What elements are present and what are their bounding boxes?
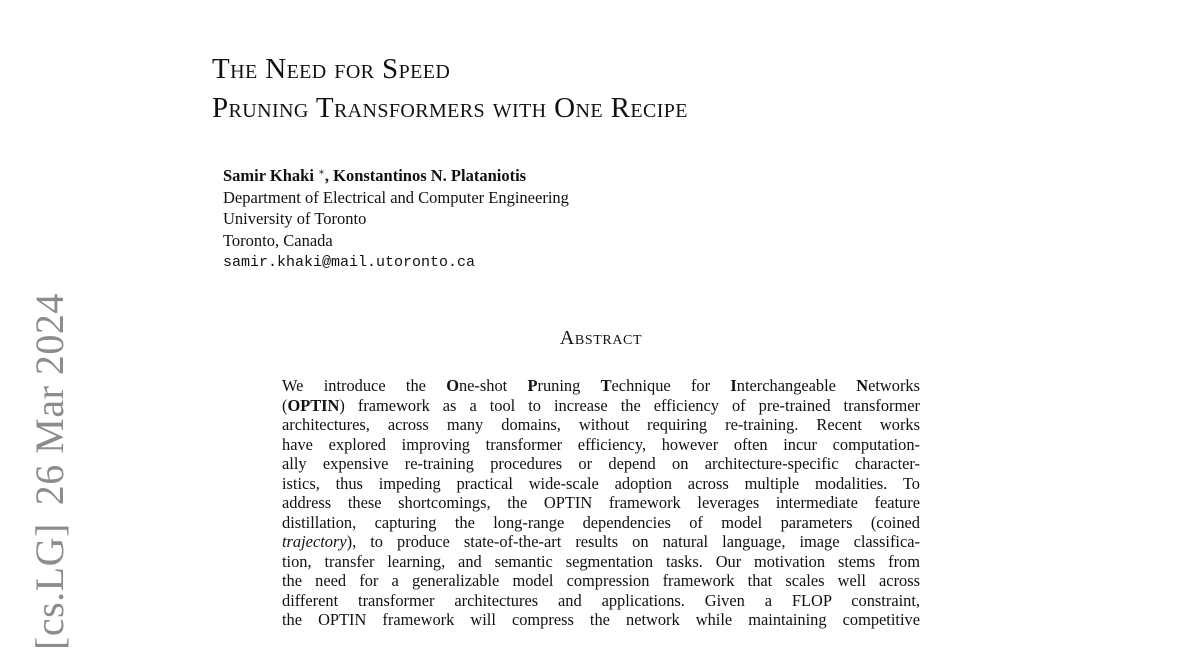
abstract-line: have explored improving transformer efficiency, however often incur computation-	[282, 434, 920, 454]
abstract-line: architectures, across many domains, without requiring re-training. Recent works	[282, 415, 920, 434]
abstract-line: We introduce the One-shot Pruning Technique for Interchangeable Networks	[282, 376, 920, 395]
abstract-line: (OPTIN) framework as a tool to increase the efficiency of pre-trained transformer	[282, 395, 920, 415]
author-1: Samir Khaki	[223, 166, 314, 185]
abstract-line: trajectory), to produce state-of-the-art results on natural language, image classifica-	[282, 532, 920, 551]
department: Department of Electrical and Computer Engineering	[223, 187, 569, 207]
abstract-line: the need for a generalizable model compression framework that scales well across	[282, 571, 920, 590]
title-line-1: The Need for Speed	[212, 53, 451, 85]
abstract-line: tion, transfer learning, and semantic segmentation tasks. Our motivation stems from	[282, 551, 920, 571]
author-names	[223, 162, 923, 187]
abstract-line: different transformer architectures and applications. Given a FLOP constraint,	[282, 590, 920, 610]
title-line-2: Pruning Transformers with One Recipe	[212, 92, 688, 124]
paper-title	[212, 50, 1012, 128]
abstract-line: address these shortcomings, the OPTIN framework leverages intermediate feature	[282, 493, 920, 512]
abstract-heading: Abstract	[559, 327, 643, 349]
location: Toronto, Canada	[223, 230, 333, 250]
abstract-line: the OPTIN framework will compress the network while maintaining competitive	[282, 610, 920, 629]
abstract-line: ally expensive re-training procedures or depend on architecture-specific character-	[282, 454, 920, 473]
university: University of Toronto	[223, 209, 367, 229]
abstract-line: distillation, capturing the long-range dependencies of model parameters (coined	[282, 512, 920, 532]
author-footnote-mark: ∗	[318, 167, 325, 178]
abstract-body	[282, 376, 920, 630]
arxiv-date: 26 Mar 2024	[27, 293, 72, 506]
author-email: samir.khaki@mail.utoronto.ca	[223, 254, 476, 272]
author-block	[223, 162, 923, 274]
abstract-line: istics, thus impeding practical wide-scale adoption across multiple modalities. To	[282, 473, 920, 493]
author-2: , Konstantinos N. Plataniotis	[324, 166, 527, 185]
arxiv-category: [cs.LG]	[27, 523, 72, 650]
